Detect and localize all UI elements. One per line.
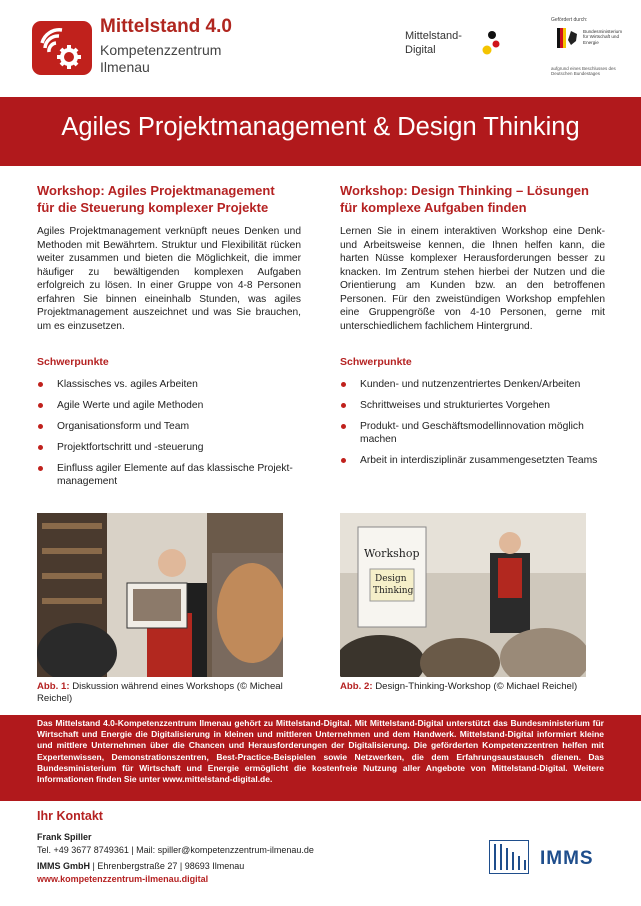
bullet-icon: [341, 458, 346, 463]
left-paragraph: Agiles Projektmanagement verknüpft neues Denken und Methoden mit Bewährtem. Struktur und Flexibilität rücken weiter zusammen und bieten die Möglichkeit, die immer häufiger zu bewältigenden komplexen Aufgaben erfolgreich zu lösen. In einer Gruppe von 4-8 Personen erfahren Sie binnen eineinhalb Stunden, was agiles Projektmanagement auszeichnet und was Sie brauchen, um es einzusetzen.: [37, 226, 301, 332]
right-heading-line1: Workshop: Design Thinking – Lösungen: [340, 183, 589, 198]
bullet-icon: [38, 403, 43, 408]
bullet-icon: [38, 466, 43, 471]
bullet-icon: [341, 424, 346, 429]
list-item: Klassisches vs. agiles Arbeiten: [37, 378, 302, 391]
list-item: Organisationsform und Team: [37, 420, 302, 433]
mittelstand-digital-logo-line2: Digital: [405, 44, 436, 56]
bullet-icon: [38, 382, 43, 387]
wifi-gear-icon: [32, 21, 92, 75]
photo-discussion: [37, 513, 283, 677]
flipchart-line1: Workshop: [364, 547, 420, 560]
contact-address: | Ehrenbergstraße 27 | 98693 Ilmenau: [90, 861, 245, 871]
right-focus-heading: Schwerpunkte: [340, 356, 412, 368]
caption-text: Design-Thinking-Workshop (© Michael Reichel): [375, 681, 578, 692]
left-column: [37, 182, 307, 216]
right-heading: [340, 182, 620, 216]
list-item: Schrittweises und strukturiertes Vorgehen: [340, 399, 608, 412]
contact-website-link[interactable]: www.kompetenzzentrum-ilmenau.digital: [37, 874, 209, 884]
logo-title: Mittelstand 4.0: [100, 16, 232, 37]
right-paragraph: Lernen Sie in einem interaktiven Workshop eine Denk- und Arbeitsweise kennen, die Ihnen helfen kann, die harten Nüsse komplexer Herausforderungen besser zu knacken. Im Zentrum stehen hierbei der Nutzen und die Orientierung am Kunden bzw. an den betroffenen Personen. Für den zweistündigen Workshop empfehlen eine Gruppengröße von 4-10 Personen, gerne mit unterschiedlichem fachlichem Hintergrund.: [340, 226, 605, 332]
logo-subtitle: Kompetenzzentrum: [100, 42, 222, 58]
list-item: Projektfortschritt und -steuerung: [37, 441, 302, 454]
contact-heading: Ihr Kontakt: [37, 809, 103, 823]
bullet-icon: [38, 445, 43, 450]
kompetenzzentrum-logo-mark: [32, 21, 92, 75]
list-item: Einfluss agiler Elemente auf das klassische Projekt-management: [37, 462, 302, 488]
caption-figure-2: [340, 681, 600, 693]
left-heading-line2: für die Steuerung komplexer Projekte: [37, 200, 269, 215]
list-item: Agile Werte und agile Methoden: [37, 399, 302, 412]
german-flag-dots-icon: [478, 30, 500, 56]
bullet-icon: [38, 424, 43, 429]
imms-grid-icon: [489, 840, 529, 874]
contact-name: Frank Spiller: [37, 832, 92, 842]
flipchart-line3: Thinking: [373, 586, 414, 596]
right-focus-list: [340, 378, 608, 475]
ministry-name: Bundesministerium für Wirtschaft und Energie: [583, 29, 623, 45]
bullet-icon: [341, 403, 346, 408]
left-heading: [37, 182, 307, 216]
flipchart-line2: Design: [375, 574, 407, 584]
list-item: Arbeit in interdisziplinär zusammengesetzten Teams: [340, 454, 608, 467]
right-column: [340, 182, 620, 216]
bundestag-note: aufgrund eines Beschlusses des Deutschen Bundestages: [551, 66, 616, 77]
logo-location: Ilmenau: [100, 59, 150, 75]
contact-address-line: [37, 861, 244, 871]
bullet-icon: [341, 382, 346, 387]
footer-info-text: Das Mittelstand 4.0-Kompetenzzentrum Ilmenau gehört zu Mittelstand-Digital. Mit Mittelstand-Digital unterstützt das Bundesministerium für Wirtschaft und Energie die Digitalisierung in kleinen und mittleren Unternehmen und dem Handwerk. Mittelstand-Digital informiert kleine und mittlere Unternehmen über die Chancen und Herausforderungen der Digitalisierung. Die geförderten Kompetenzzentren helfen mit Expertenwissen, Demonstrationszentren, Best-Practice-Beispielen sowie Netzwerken, die dem Erfahrungsaustausch dienen. Das Bundesministerium für Wirtschaft und Energie ermöglicht die kostenfreie Nutzung aller Angebote von Mittelstand-Digital. Weitere Informationen finden Sie unter www.mittelstand-digital.de.: [37, 718, 604, 785]
photo-design-thinking: [340, 513, 586, 677]
contact-company: IMMS GmbH: [37, 861, 90, 871]
contact-phone-mail[interactable]: Tel. +49 3677 8749361 | Mail: spiller@kompetenzzentrum-ilmenau.de: [37, 845, 314, 855]
list-item: Produkt- und Geschäftsmodellinnovation möglich machen: [340, 420, 608, 446]
caption-label: Abb. 2:: [340, 681, 373, 692]
left-focus-heading: Schwerpunkte: [37, 356, 109, 368]
caption-label: Abb. 1:: [37, 681, 70, 692]
caption-figure-1: [37, 681, 287, 705]
left-heading-line1: Workshop: Agiles Projektmanagement: [37, 183, 275, 198]
imms-logo-text: IMMS: [540, 848, 594, 869]
list-item: Kunden- und nutzenzentriertes Denken/Arbeiten: [340, 378, 608, 391]
page-title: Agiles Projektmanagement & Design Thinking: [61, 113, 580, 141]
federal-eagle-icon: [557, 28, 579, 48]
right-heading-line2: für komplexe Aufgaben finden: [340, 200, 527, 215]
caption-text: Diskussion während eines Workshops (© Micheal Reichel): [37, 681, 283, 704]
mittelstand-digital-logo-line1: Mittelstand-: [405, 30, 462, 42]
funding-note: Gefördert durch:: [551, 17, 588, 23]
left-focus-list: [37, 378, 302, 496]
imms-logo-mark: [489, 840, 529, 874]
